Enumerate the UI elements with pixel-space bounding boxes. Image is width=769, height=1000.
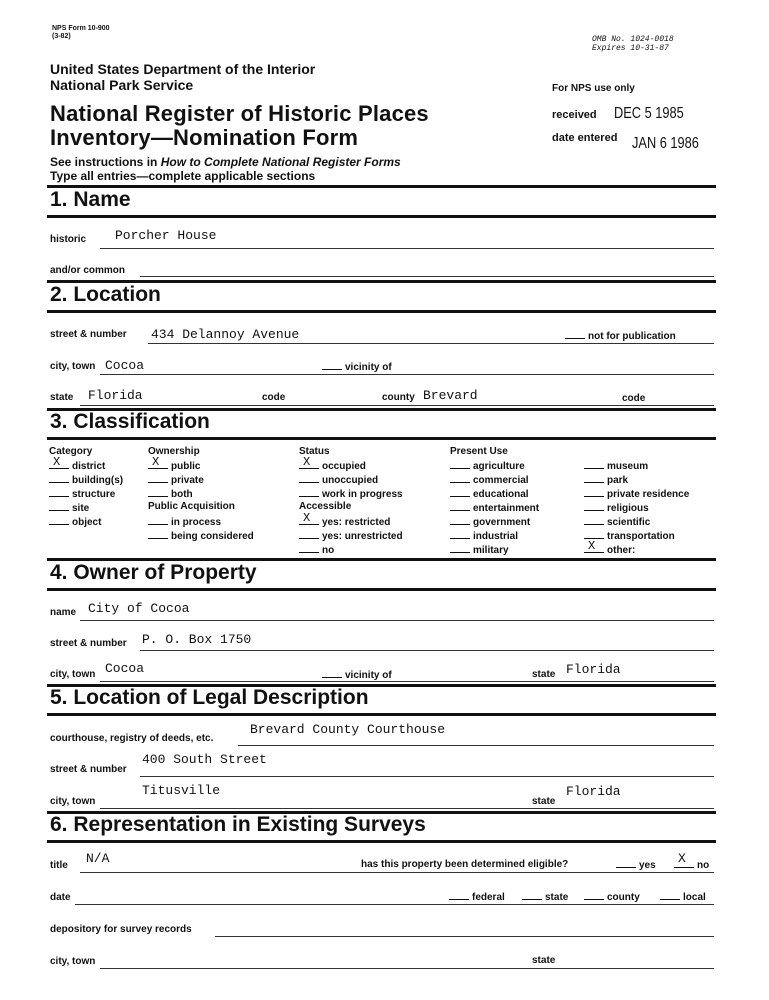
depository-label: depository for survey records <box>50 924 192 935</box>
section-rule <box>47 588 716 591</box>
section-rule <box>47 713 716 716</box>
field-line <box>100 374 714 375</box>
owner-vicinity[interactable]: vicinity of <box>322 669 392 681</box>
survey-local[interactable]: local <box>660 891 706 903</box>
ownership-public[interactable]: X public <box>148 460 200 472</box>
survey-county[interactable]: county <box>584 891 640 903</box>
ownership-header: Ownership <box>148 446 200 457</box>
field-line <box>215 936 714 937</box>
use-entertainment[interactable]: entertainment <box>450 502 539 514</box>
category-district[interactable]: X district <box>49 460 105 472</box>
use-transportation[interactable]: transportation <box>584 530 675 542</box>
use-scientific[interactable]: scientific <box>584 516 650 528</box>
state-label: state <box>50 392 74 403</box>
form-date: (3-82) <box>52 33 71 40</box>
acquisition-in-process[interactable]: in process <box>148 516 221 528</box>
eligible-question: has this property been determined eligible? <box>361 859 569 870</box>
accessible-no[interactable]: no <box>299 544 334 556</box>
owner-city-field[interactable]: Cocoa <box>105 661 145 676</box>
department: United States Department of the Interior <box>50 61 316 77</box>
use-private-residence[interactable]: private residence <box>584 488 689 500</box>
survey-state[interactable]: state <box>522 891 568 903</box>
form-title-1: National Register of Historic Places <box>50 101 429 126</box>
street-label: street & number <box>50 329 127 340</box>
use-other[interactable]: X other: <box>584 544 635 556</box>
ownership-both[interactable]: both <box>148 488 193 500</box>
field-line <box>148 343 714 344</box>
section-rule <box>47 437 716 440</box>
field-line <box>140 650 714 651</box>
date-entered-label: date entered <box>552 132 618 144</box>
field-line <box>140 276 714 277</box>
survey-title-label: title <box>50 860 68 871</box>
field-line <box>100 681 714 682</box>
courthouse-field[interactable]: Brevard County Courthouse <box>250 722 446 737</box>
date-entered-stamp: JAN 6 1986 <box>632 135 699 152</box>
survey-date-label: date <box>50 892 71 903</box>
section-1-title: 1. Name <box>50 188 131 211</box>
instructions-2: Type all entries—complete applicable sections <box>50 169 316 183</box>
field-line <box>80 872 714 873</box>
form-title-2: Inventory—Nomination Form <box>50 125 359 150</box>
owner-name-label: name <box>50 607 77 618</box>
expires: Expires 10-31-87 <box>592 44 669 53</box>
code-label: code <box>622 393 646 404</box>
use-military[interactable]: military <box>450 544 509 556</box>
section-6-title: 6. Representation in Existing Surveys <box>50 813 426 836</box>
use-museum[interactable]: museum <box>584 460 648 472</box>
owner-city-label: city, town <box>50 669 96 680</box>
category-structure[interactable]: structure <box>49 488 115 500</box>
field-line <box>238 745 714 746</box>
category-object[interactable]: object <box>49 516 101 528</box>
status-occupied[interactable]: X occupied <box>299 460 366 472</box>
legal-state-field[interactable]: Florida <box>566 784 621 799</box>
field-line <box>80 620 714 621</box>
historic-label: historic <box>50 234 87 245</box>
accessible-restricted[interactable]: X yes: restricted <box>299 516 390 528</box>
use-agriculture[interactable]: agriculture <box>450 460 525 472</box>
category-site[interactable]: site <box>49 502 89 514</box>
section-rule <box>47 310 716 313</box>
code-label: code <box>262 392 286 403</box>
accessible-header: Accessible <box>299 501 352 512</box>
city-label: city, town <box>50 361 96 372</box>
received-stamp: DEC 5 1985 <box>614 105 684 122</box>
field-line <box>140 776 714 777</box>
city-field[interactable]: Cocoa <box>105 358 145 373</box>
acquisition-being-considered[interactable]: being considered <box>148 530 254 542</box>
owner-street-label: street & number <box>50 638 127 649</box>
section-rule <box>47 840 716 843</box>
section-rule <box>47 185 716 188</box>
county-field[interactable]: Brevard <box>423 388 478 403</box>
service: National Park Service <box>50 77 194 93</box>
ownership-private[interactable]: private <box>148 474 204 486</box>
owner-state-field[interactable]: Florida <box>566 662 621 677</box>
use-commercial[interactable]: commercial <box>450 474 529 486</box>
historic-name-field[interactable]: Porcher House <box>115 228 217 243</box>
legal-city-field[interactable]: Titusville <box>142 783 221 798</box>
owner-street-field[interactable]: P. O. Box 1750 <box>142 632 252 647</box>
survey-federal[interactable]: federal <box>449 891 505 903</box>
field-line <box>100 968 714 969</box>
field-line <box>100 248 714 249</box>
section-4-title: 4. Owner of Property <box>50 561 257 584</box>
field-line <box>100 808 714 809</box>
field-line <box>80 405 714 406</box>
survey-city-label: city, town <box>50 956 96 967</box>
use-religious[interactable]: religious <box>584 502 649 514</box>
status-header: Status <box>299 446 330 457</box>
street-field[interactable]: 434 Delannoy Avenue <box>151 327 300 342</box>
section-2-title: 2. Location <box>50 283 161 306</box>
eligible-no-mark: X <box>678 851 686 866</box>
nps-use-only: For NPS use only <box>552 83 635 94</box>
omb-number: OMB No. 1024-0018 <box>592 35 674 44</box>
legal-street-field[interactable]: 400 South Street <box>142 752 267 767</box>
received-label: received <box>552 109 597 121</box>
acquisition-header: Public Acquisition <box>148 501 235 512</box>
vicinity-label[interactable]: vicinity of <box>322 361 392 373</box>
state-field[interactable]: Florida <box>88 388 143 403</box>
survey-title-field[interactable]: N/A <box>86 851 110 866</box>
not-for-publication[interactable]: not for publication <box>565 330 676 342</box>
use-park[interactable]: park <box>584 474 628 486</box>
legal-street-label: street & number <box>50 764 127 775</box>
category-header: Category <box>49 446 93 457</box>
use-government[interactable]: government <box>450 516 530 528</box>
courthouse-label: courthouse, registry of deeds, etc. <box>50 733 214 744</box>
use-industrial[interactable]: industrial <box>450 530 518 542</box>
common-name-label: and/or common <box>50 265 126 276</box>
field-line <box>75 904 714 905</box>
instructions-1: See instructions in How to Complete National Register Forms <box>50 155 401 169</box>
form-number: NPS Form 10-900 <box>52 25 110 32</box>
legal-city-label: city, town <box>50 796 96 807</box>
section-3-title: 3. Classification <box>50 410 210 433</box>
legal-state-label: state <box>532 796 556 807</box>
present-use-header: Present Use <box>450 446 508 457</box>
section-rule <box>47 215 716 218</box>
status-unoccupied[interactable]: unoccupied <box>299 474 378 486</box>
category-building[interactable]: building(s) <box>49 474 123 486</box>
survey-state-label: state <box>532 955 556 966</box>
use-educational[interactable]: educational <box>450 488 529 500</box>
owner-name-field[interactable]: City of Cocoa <box>88 601 190 616</box>
eligible-no[interactable]: no <box>674 859 709 871</box>
accessible-unrestricted[interactable]: yes: unrestricted <box>299 530 403 542</box>
owner-state-label: state <box>532 669 556 680</box>
status-work-in-progress[interactable]: work in progress <box>299 488 403 500</box>
section-5-title: 5. Location of Legal Description <box>50 686 369 709</box>
county-label: county <box>382 392 415 403</box>
eligible-yes[interactable]: yes <box>616 859 656 871</box>
